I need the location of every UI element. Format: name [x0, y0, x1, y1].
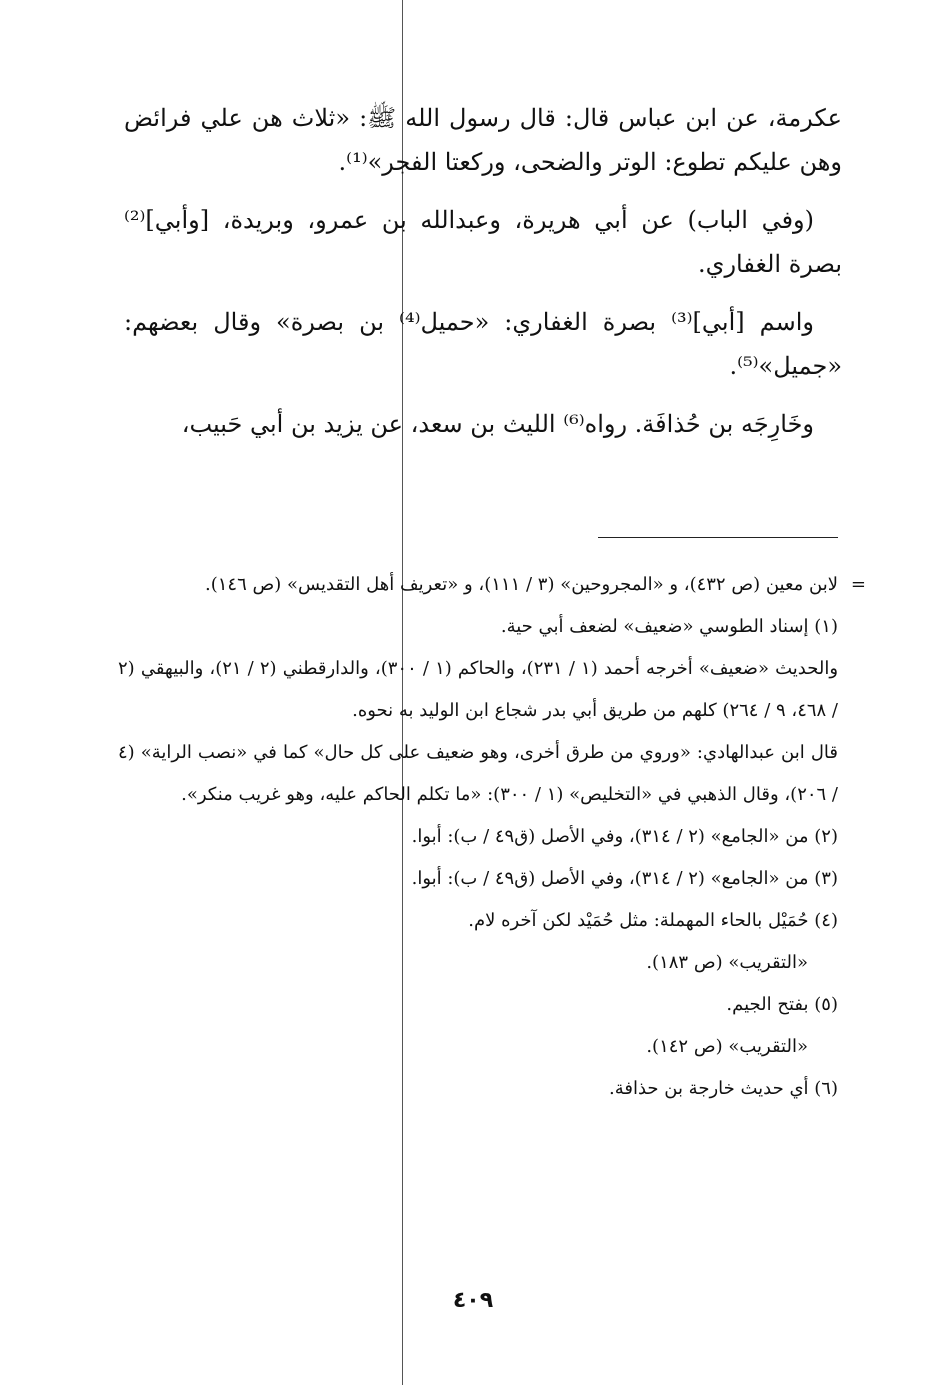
footnote-1-detail: والحديث «ضعيف» أخرجه أحمد (١ / ٢٣١)، والحاكم (١ / ٣٠٠)، والدارقطني (٢ / ٢١)، والبيهقي (٢ / ٤٦٨، ٩ / ٢٦٤) كلهم من طريق أبي بدر شجاع ابن الوليد به نحوه. [118, 658, 839, 721]
footnote-5: (٥) بفتح الجيم. [726, 994, 838, 1015]
footnote-1: (١) إسناد الطوسي «ضعيف» لضعف أبي حية. [500, 616, 838, 637]
paragraph-2: (وفي الباب) عن أبي هريرة، وعبدالله بن عمرو، وبريدة، [وأبي]⁽²⁾ بصرة الغفاري. [124, 206, 842, 278]
footnote-2: (٢) من «الجامع» (٢ / ٣١٤)، وفي الأصل (ق٤٩ / ب): أبوا. [411, 826, 838, 847]
footnote-continuation [118, 564, 866, 606]
paragraph-3: واسم [أبي]⁽³⁾ بصرة الغفاري: «حميل⁽⁴⁾ بن بصرة» وقال بعضهم: «جميل»⁽⁵⁾. [124, 308, 842, 380]
footnote-continuation-text: لابن معين (ص ٤٣٢)، و «المجروحين» (٣ / ١١١)، و «تعريف أهل التقديس» (ص ١٤٦). [204, 574, 838, 595]
continuation-marker: = [850, 574, 866, 595]
footnote-3: (٣) من «الجامع» (٢ / ٣١٤)، وفي الأصل (ق٤٩ / ب): أبوا. [411, 868, 838, 889]
footnote-4: (٤) حُمَيْل بالحاء المهملة: مثل حُمَيْد لكن آخره لام. [468, 910, 838, 931]
footnote-4-source: «التقريب» (ص ١٨٣). [646, 952, 808, 973]
paragraph-4: وخَارِجَه بن حُذافَة. رواه⁽⁶⁾ الليث بن سعد، عن يزيد بن أبي حَبيب، [181, 410, 814, 438]
footnote-divider [598, 537, 838, 538]
footnote-6: (٦) أي حديث خارجة بن حذافة. [608, 1078, 838, 1099]
footnotes [118, 564, 866, 1110]
footnote-1-quote: قال ابن عبدالهادي: «وروي من طرق أخرى، وهو ضعيف على كل حال» كما في «نصب الراية» (٤ / ٢٠٦)، وقال الذهبي في «التخليص» (١ / ٣٠٠): «ما تكلم الحاكم عليه، وهو غريب منكر». [118, 742, 838, 805]
footnote-5-source: «التقريب» (ص ١٤٢). [646, 1036, 808, 1057]
paragraph-1: عكرمة، عن ابن عباس قال: قال رسول الله ﷺ: «ثلاث هن علي فرائض وهن عليكم تطوع: الوتر والضحى، وركعتا الفجر»⁽¹⁾. [124, 104, 842, 176]
main-text [124, 96, 842, 460]
page-number: ٤٠٩ [452, 1288, 494, 1313]
